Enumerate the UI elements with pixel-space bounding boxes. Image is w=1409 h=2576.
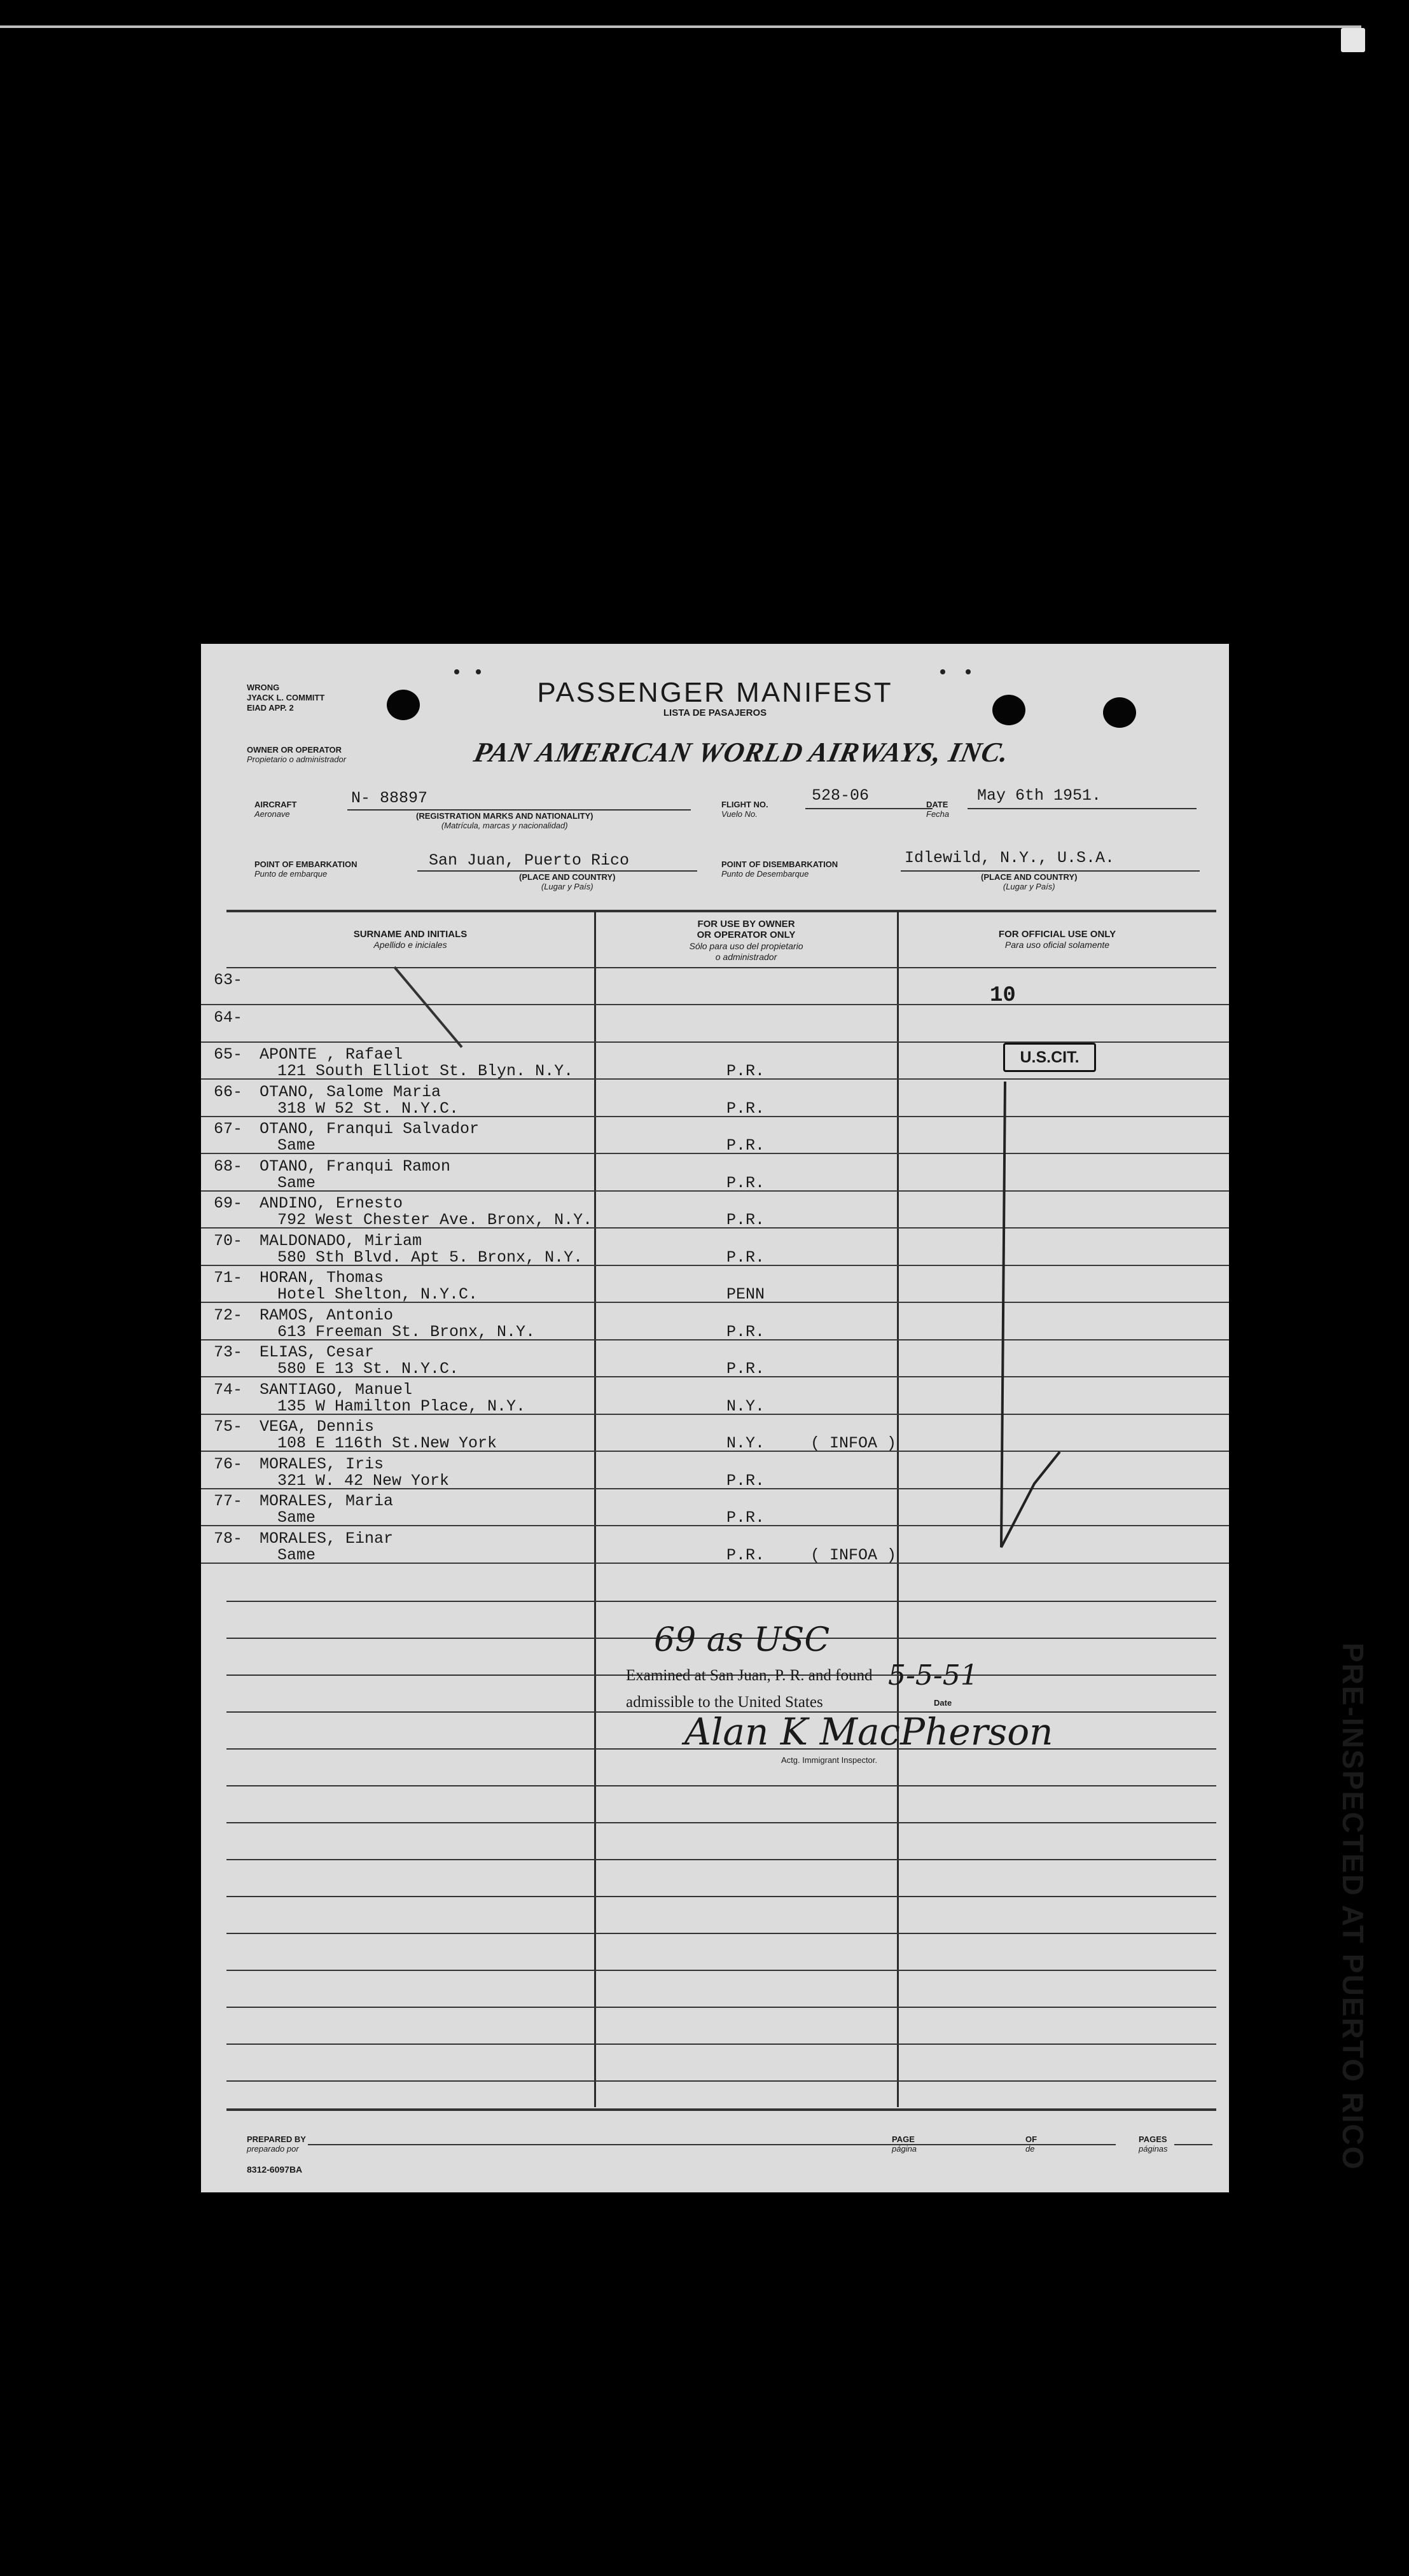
table-row xyxy=(201,1266,1229,1303)
row-number: 78- xyxy=(214,1529,243,1548)
table-row xyxy=(201,1527,1229,1564)
column-header-surname: SURNAME AND INITIALS Apellido e iniciales xyxy=(353,929,468,950)
prepared-label: PREPARED BY preparado por xyxy=(247,2134,306,2154)
strike-mark xyxy=(392,964,468,1054)
form-number: 8312-6097BA xyxy=(247,2164,303,2175)
date-caption: Date xyxy=(934,1698,952,1708)
passenger-name: APONTE , Rafael xyxy=(260,1045,403,1064)
manifest-document xyxy=(201,644,1370,2192)
blank-ruled-line xyxy=(226,1601,1216,1602)
owner-note: ( INFOA ) xyxy=(810,1434,897,1452)
punch-dot xyxy=(966,669,971,674)
owner-code: P.R. xyxy=(726,1545,765,1564)
exam-date: 5-5-51 xyxy=(888,1659,978,1692)
us-citizen-stamp: U.S.CIT. xyxy=(1003,1043,1096,1072)
row-number: 64- xyxy=(214,1008,243,1027)
owner-code: P.R. xyxy=(726,1136,765,1155)
page-label: PAGE página xyxy=(892,2134,917,2154)
passenger-address: 792 West Chester Ave. Bronx, N.Y. xyxy=(277,1211,593,1229)
prepared-underline xyxy=(308,2144,1116,2145)
embark-label: POINT OF EMBARKATION Punto de embarque xyxy=(254,860,357,879)
embark-value: San Juan, Puerto Rico xyxy=(429,851,630,870)
passenger-address: Same xyxy=(277,1545,316,1564)
row-number: 76- xyxy=(214,1454,243,1473)
passenger-address: 318 W 52 St. N.Y.C. xyxy=(277,1099,459,1118)
official-check-mark xyxy=(996,1076,1072,1560)
owner-code: P.R. xyxy=(726,1099,765,1118)
table-row xyxy=(201,1304,1229,1340)
table-row xyxy=(201,968,1229,1005)
row-number: 68- xyxy=(214,1157,243,1176)
pages-label: PAGES páginas xyxy=(1139,2134,1168,2154)
passenger-name: ELIAS, Cesar xyxy=(260,1343,375,1361)
row-number: 67- xyxy=(214,1120,243,1138)
row-number: 74- xyxy=(214,1380,243,1399)
embark-underline xyxy=(417,870,697,872)
form-corner-line: EIAD APP. 2 xyxy=(247,703,294,713)
table-row xyxy=(201,1489,1229,1526)
row-number: 66- xyxy=(214,1082,243,1101)
owner-code: P.R. xyxy=(726,1248,765,1267)
passenger-name: MORALES, Maria xyxy=(260,1492,394,1510)
punch-dot xyxy=(476,669,481,674)
disembark-label: POINT OF DISEMBARKATION Punto de Desembarque xyxy=(721,860,838,879)
row-number: 73- xyxy=(214,1343,243,1361)
flight-label: FLIGHT NO. Vuelo No. xyxy=(721,800,768,819)
disembark-underline xyxy=(901,870,1200,872)
passenger-name: RAMOS, Antonio xyxy=(260,1305,394,1325)
owner-code: N.Y. xyxy=(726,1396,765,1416)
inspector-signature: Alan K MacPherson xyxy=(684,1710,1053,1753)
blank-ruled-line xyxy=(226,1785,1216,1786)
passenger-name: HORAN, Thomas xyxy=(260,1269,384,1287)
passenger-address: 613 Freeman St. Bronx, N.Y. xyxy=(277,1322,536,1341)
column-header-owner: FOR USE BY OWNER OR OPERATOR ONLY Sólo para uso del propietario o administrador xyxy=(689,919,803,962)
owner-code: P.R. xyxy=(726,1508,765,1527)
table-row xyxy=(201,1192,1229,1229)
passenger-address: Same xyxy=(277,1136,316,1155)
scan-corner-marker xyxy=(1341,28,1365,52)
date-label: DATE Fecha xyxy=(926,800,950,819)
passenger-name: OTANO, Salome Maria xyxy=(260,1082,441,1101)
owner-code: P.R. xyxy=(726,1471,765,1490)
blank-ruled-line xyxy=(226,1896,1216,1897)
row-number: 69- xyxy=(214,1194,243,1213)
table-row xyxy=(201,1006,1229,1043)
table-row xyxy=(201,1378,1229,1415)
admissible-line: admissible to the United States xyxy=(626,1694,823,1711)
row-number: 65- xyxy=(214,1045,243,1064)
row-number: 71- xyxy=(214,1269,243,1287)
owner-code: P.R. xyxy=(726,1322,765,1341)
date-value: May 6th 1951. xyxy=(977,786,1102,805)
row-number: 70- xyxy=(214,1231,243,1250)
flight-value: 528-06 xyxy=(812,786,870,805)
pages-underline xyxy=(1174,2144,1212,2145)
form-corner-line: WRONG xyxy=(247,683,280,692)
aircraft-underline xyxy=(347,809,691,811)
passenger-address: Hotel Shelton, N.Y.C. xyxy=(277,1285,478,1304)
passenger-name: SANTIAGO, Manuel xyxy=(260,1380,413,1399)
inspector-caption: Actg. Immigrant Inspector. xyxy=(781,1755,878,1765)
row-number: 63- xyxy=(214,971,243,989)
passenger-address: 135 W Hamilton Place, N.Y. xyxy=(277,1396,526,1416)
handwritten-count: 69 as USC xyxy=(654,1621,830,1659)
scan-top-border xyxy=(0,25,1361,28)
disembark-place-caption: (PLACE AND COUNTRY) (Lugar y País) xyxy=(981,872,1078,891)
passenger-name: MORALES, Einar xyxy=(260,1529,394,1548)
registration-caption: (REGISTRATION MARKS AND NATIONALITY) (Matrícula, marcas y nacionalidad) xyxy=(416,811,593,830)
disembark-value: Idlewild, N.Y., U.S.A. xyxy=(905,849,1115,867)
table-row xyxy=(201,1340,1229,1377)
passenger-address: Same xyxy=(277,1508,316,1527)
page-title: PASSENGER MANIFEST xyxy=(537,677,893,708)
blank-ruled-line xyxy=(226,1859,1216,1860)
flight-underline xyxy=(805,808,933,809)
table-row xyxy=(201,1117,1229,1154)
column-header-official: FOR OFFICIAL USE ONLY Para uso oficial solamente xyxy=(998,929,1116,950)
owner-code: P.R. xyxy=(726,1211,765,1229)
passenger-address: 108 E 116th St.New York xyxy=(277,1434,497,1452)
owner-code: PENN xyxy=(726,1285,765,1304)
blank-ruled-line xyxy=(226,1822,1216,1823)
table-top-rule xyxy=(226,910,1216,912)
table-row xyxy=(201,1080,1229,1117)
table-row xyxy=(201,1229,1229,1266)
passenger-address: 580 Sth Blvd. Apt 5. Bronx, N.Y. xyxy=(277,1248,583,1267)
aircraft-value: N- 88897 xyxy=(351,789,428,807)
passenger-address: 321 W. 42 New York xyxy=(277,1471,450,1490)
row-number: 77- xyxy=(214,1492,243,1510)
airline-name: PAN AMERICAN WORLD AIRWAYS, INC. xyxy=(471,737,1012,768)
owner-label: OWNER OR OPERATOR Propietario o administrador xyxy=(247,745,347,764)
blank-ruled-line xyxy=(226,2007,1216,2008)
page-subtitle: LISTA DE PASAJEROS xyxy=(663,707,767,718)
blank-ruled-line xyxy=(226,1970,1216,1971)
aircraft-label: AIRCRAFT Aeronave xyxy=(254,800,297,819)
date-underline xyxy=(968,808,1197,809)
passenger-name: MALDONADO, Miriam xyxy=(260,1231,422,1250)
passenger-name: MORALES, Iris xyxy=(260,1454,384,1473)
blank-ruled-line xyxy=(226,2080,1216,2082)
passenger-name: OTANO, Franqui Salvador xyxy=(260,1120,480,1138)
passenger-name: VEGA, Dennis xyxy=(260,1417,375,1436)
form-corner-line: JYACK L. COMMITT xyxy=(247,693,325,702)
passenger-name: ANDINO, Ernesto xyxy=(260,1194,403,1213)
owner-code: P.R. xyxy=(726,1360,765,1378)
of-label: OF de xyxy=(1025,2134,1038,2154)
table-row xyxy=(201,1415,1229,1452)
passenger-name: OTANO, Franqui Ramon xyxy=(260,1157,451,1176)
passenger-address: 580 E 13 St. N.Y.C. xyxy=(277,1360,459,1378)
table-row xyxy=(201,1452,1229,1489)
punch-dot xyxy=(454,669,459,674)
owner-code: P.R. xyxy=(726,1062,765,1080)
passenger-address: Same xyxy=(277,1173,316,1192)
blank-ruled-line xyxy=(226,2043,1216,2045)
punch-dot xyxy=(940,669,945,674)
row-number: 75- xyxy=(214,1417,243,1436)
owner-code: N.Y. xyxy=(726,1434,765,1452)
passenger-address: 121 South Elliot St. Blyn. N.Y. xyxy=(277,1062,574,1080)
official-count: 10 xyxy=(990,984,1016,1008)
table-row xyxy=(201,1155,1229,1192)
owner-note: ( INFOA ) xyxy=(810,1545,897,1564)
embark-place-caption: (PLACE AND COUNTRY) (Lugar y País) xyxy=(519,872,616,891)
examined-line: Examined at San Juan, P. R. and found xyxy=(626,1667,873,1684)
blank-ruled-line xyxy=(226,1933,1216,1934)
table-bottom-rule xyxy=(226,2108,1216,2111)
row-number: 72- xyxy=(214,1305,243,1325)
pre-inspected-stamp: PRE-INSPECTED AT PUERTO RICO xyxy=(1336,1643,1370,2171)
owner-code: P.R. xyxy=(726,1173,765,1192)
